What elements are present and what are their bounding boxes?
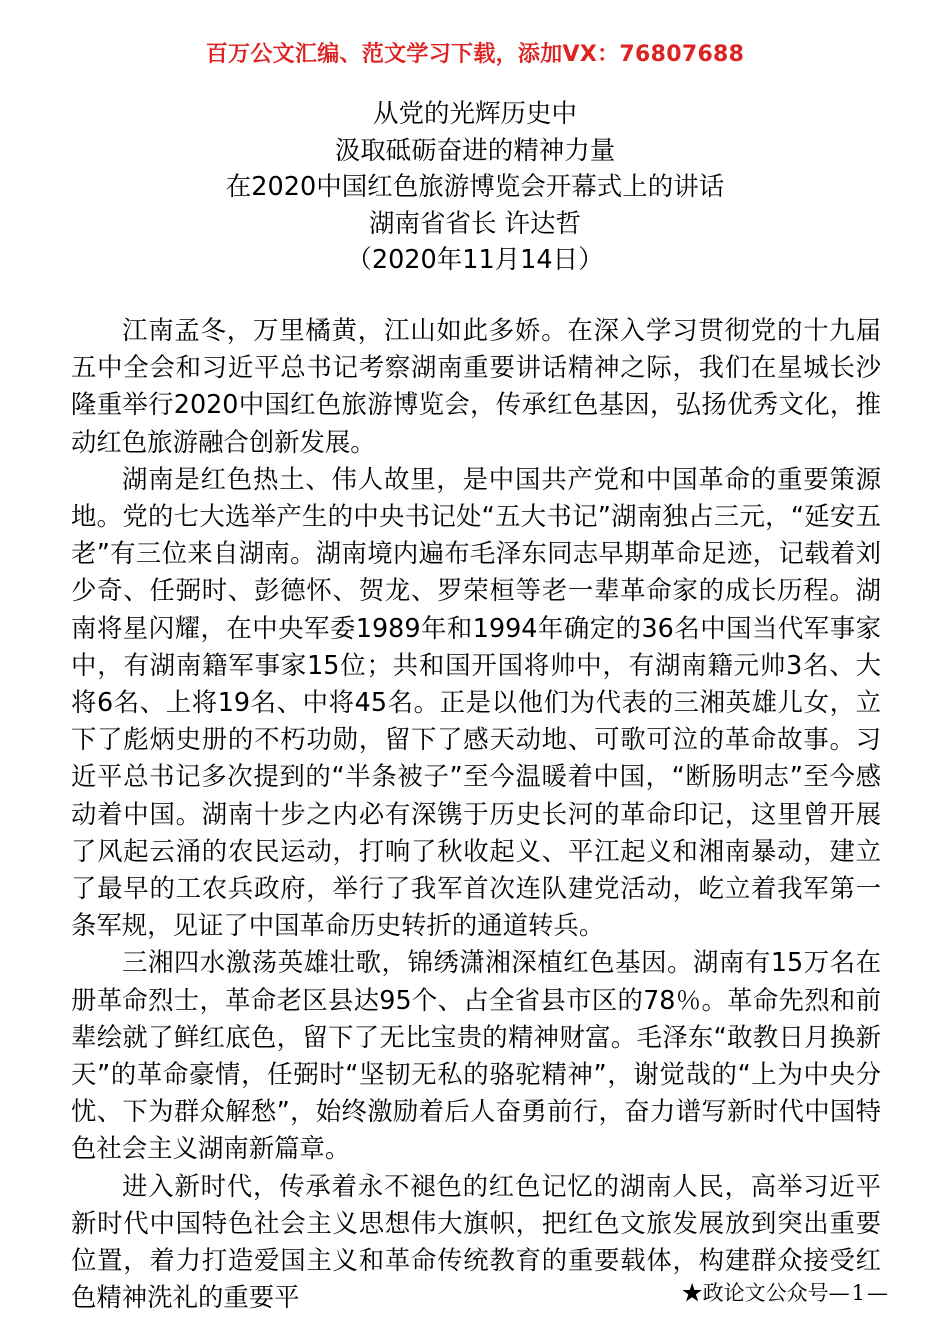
body-paragraph: 江南孟冬，万里橘黄，江山如此多娇。在深入学习贯彻党的十九届五中全会和习近平总书记考察湖南重要讲话精神之际，我们在星城长沙隆重举行2020中国红色旅游博览会，传承红色基因，弘扬优秀文化，推动红色旅游融合创新发展。: [71, 315, 881, 457]
title-date: （2020年11月14日）: [346, 245, 604, 275]
footer-watermark: ★政论文公众号: [681, 1281, 829, 1305]
body-paragraph: 湖南是红色热土、伟人故里，是中国共产党和中国革命的重要策源地。党的七大选举产生的中央书记处“五大书记”湖南独占三元，“延安五老”有三位来自湖南。湖南境内遍布毛泽东同志早期革命足迹，记载着刘少奇、任弼时、彭德怀、贺龙、罗荣桓等老一辈革命家的成长历程。湖南将星闪耀，在中央军委1989年和1994年确定的36名中国当代军事家中，有湖南籍军事家15位；共和国开国将帅中，有湖南籍元帅3名、大将6名、上将19名、中将45名。正是以他们为代表的三湘英雄儿女，立下了彪炳史册的不朽功勋，留下了感天动地、可歌可泣的革命故事。习近平总书记多次提到的“半条被子”至今温暖着中国，“断肠明志”至今感动着中国。湖南十步之内必有深镌于历史长河的革命印记，这里曾开展了风起云涌的农民运动，打响了秋收起义、平江起义和湘南暴动，建立了最早的工农兵政府，举行了我军首次连队建党活动，屹立着我军第一条军规，见证了中国革命历史转折的通道转兵。: [71, 463, 881, 941]
body-paragraph: 三湘四水激荡英雄壮歌，锦绣潇湘深植红色基因。湖南有15万名在册革命烈士，革命老区县达95个、占全省县市区的78％。革命先烈和前辈绘就了鲜红底色，留下了无比宝贵的精神财富。毛泽东“敢教日月换新天”的革命豪情，任弼时“坚韧无私的骆驼精神”，谢觉哉的“上为中央分忧、下为群众解愁”，始终激励着后人奋勇前行，奋力谱写新时代中国特色社会主义湖南新篇章。: [71, 947, 881, 1164]
promo-header-text: 百万公文汇编、范文学习下载，添加VX：76807688: [205, 42, 745, 67]
page-footer: [0, 1278, 950, 1308]
title-author: 湖南省省长 许达哲: [368, 208, 582, 239]
body-paragraph: 进入新时代，传承着永不褪色的红色记忆的湖南人民，高举习近平新时代中国特色社会主义思想伟大旗帜，把红色文旅发展放到突出重要位置，着力打造爱国主义和革命传统教育的重要载体，构建群众接受红色精神洗礼的重要平: [71, 1170, 881, 1313]
footer-dash-right: —: [867, 1281, 888, 1305]
footer-dash-left: —: [828, 1281, 850, 1305]
title-line-2: 汲取砥砺奋进的精神力量: [334, 135, 616, 166]
document-body: [71, 312, 881, 1316]
footer-page-number: 1: [851, 1281, 865, 1305]
title-subtitle: 在2020中国红色旅游博览会开幕式上的讲话: [225, 172, 725, 202]
title-line-1: 从党的光辉历史中: [372, 99, 577, 129]
title-block: [0, 96, 950, 279]
